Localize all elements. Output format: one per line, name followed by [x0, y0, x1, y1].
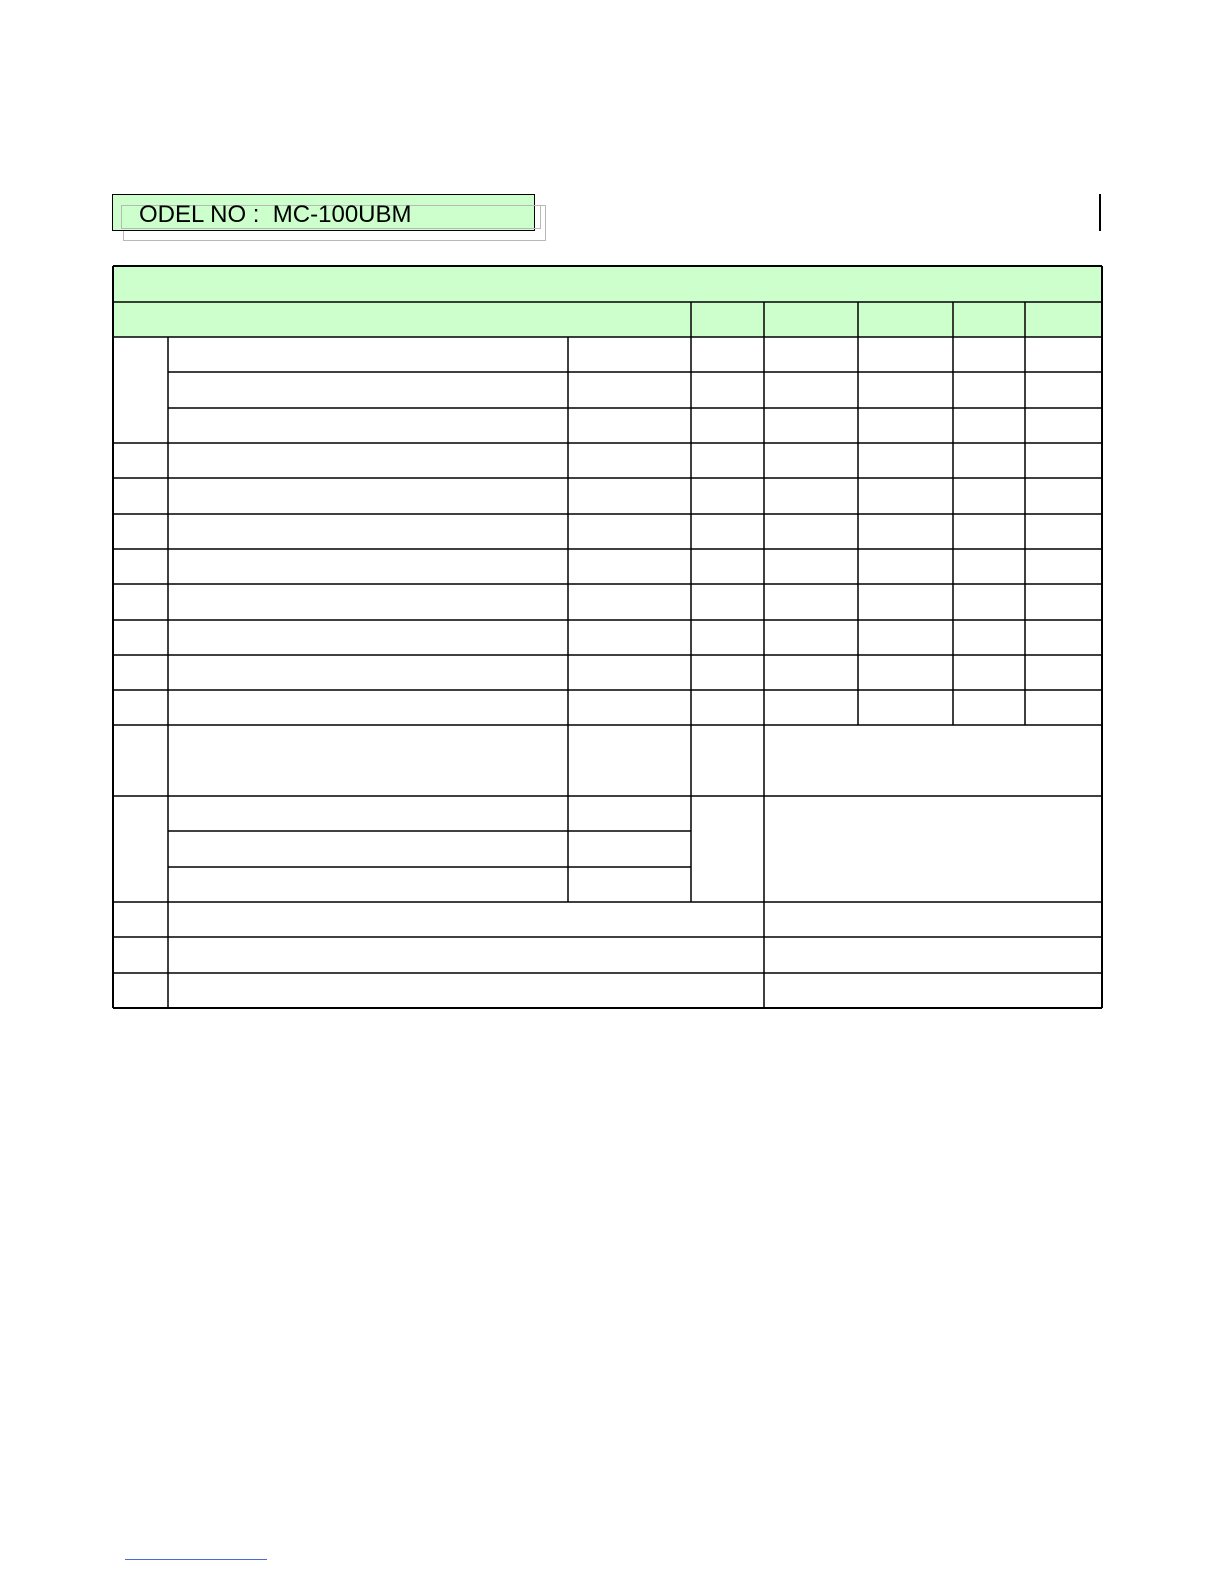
table-title-row	[113, 266, 1102, 302]
model-number-label: ODEL NO : MC-100UBM	[139, 201, 412, 228]
footer-link-underline[interactable]	[125, 1559, 267, 1560]
table-header-col-4	[953, 302, 1025, 337]
table-header-item	[113, 302, 691, 337]
table-header-col-2	[764, 302, 858, 337]
table-header-col-1	[691, 302, 764, 337]
table-header-col-5	[1025, 302, 1102, 337]
table-header-col-3	[858, 302, 953, 337]
